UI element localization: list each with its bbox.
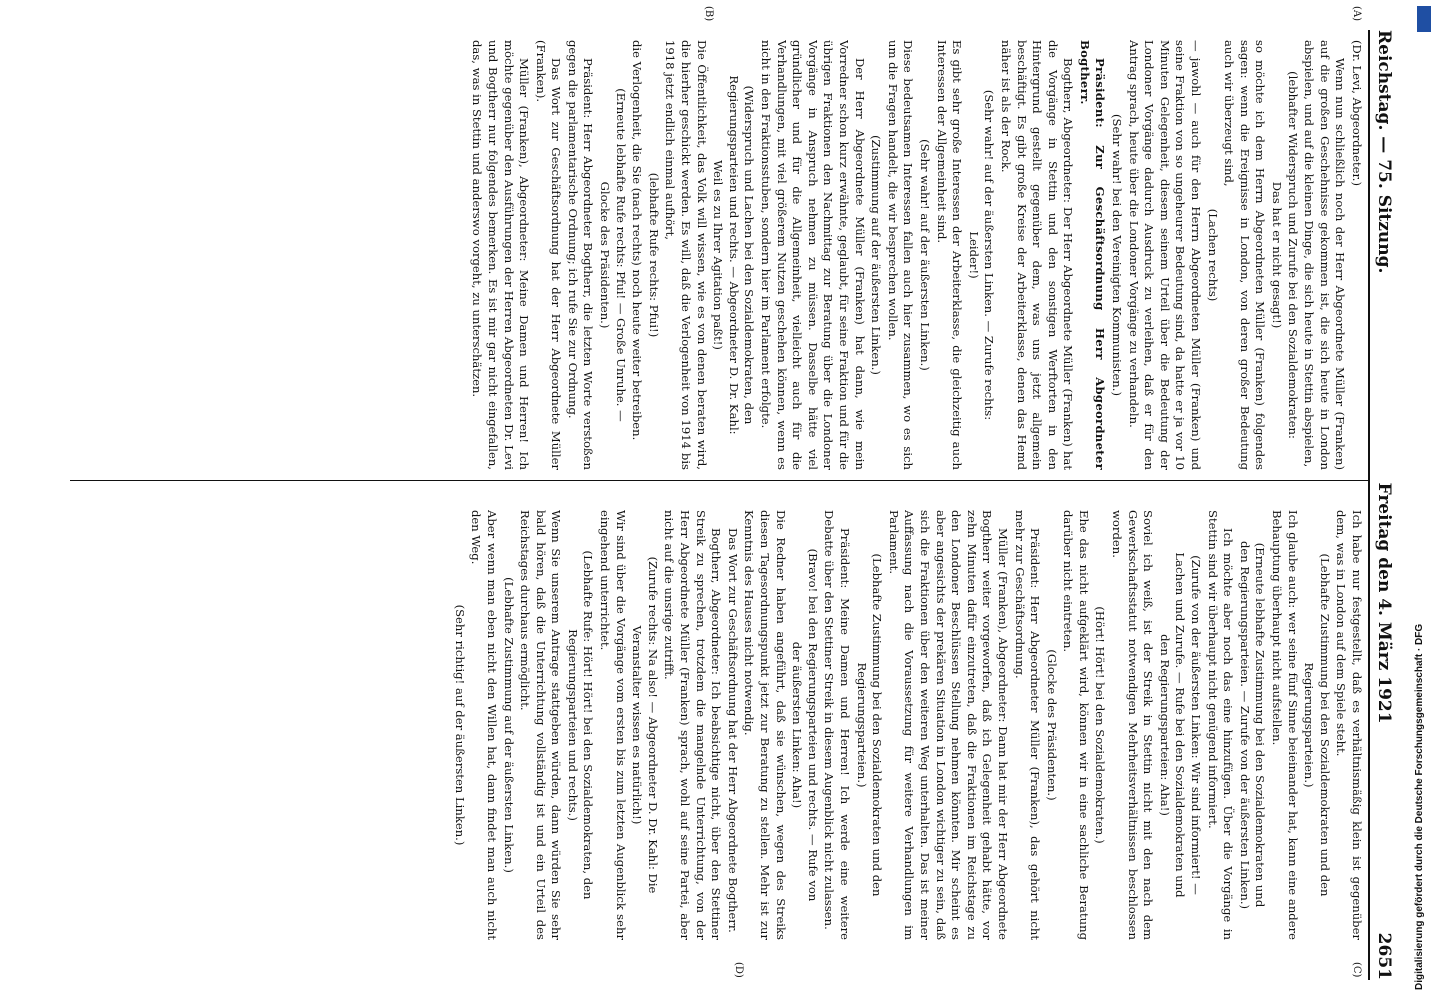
interjection: (lebhafte Rufe rechts: Pfui!) — [646, 172, 661, 338]
margin-mark-a: (A) — [1351, 6, 1362, 22]
speaker-paragraph: Müller (Franken), Abgeordneter: Dann hat mir der Herr Abgeordnete Bogtherr weiter vorgeworfen, daß ich Gelegenheit gehabt hätte, vor zehn Minuten dafür einzutreten, daß die Fraktionen im Reichstage zu den Londoner Beschlüssen Stellung nehmen könnten. Mir scheint es aber angesichts der prekären Situation in London wichtiger zu sein, daß sich die Fraktionen über den weiteren Weg unterhalten. Das ist meiner Auffassung nach die Voraussetzung für weitere Verhandlungen im Parlament. — [886, 510, 1010, 940]
paragraph: Ich glaube auch: wer seine fünf Sinne beieinander hat, kann eine andere Behauptung überhaupt nicht aufstellen. — [1270, 510, 1300, 940]
digitization-note — [1414, 10, 1432, 990]
interjection: (Erneute lebhafte Rufe rechts: Pfui! — Große Unruhe. — Glocke des Präsidenten.) — [598, 88, 628, 422]
interjection: (Zurufe von der äußersten Linken: Wir sind informiert! — Lachen und Zurufe. — Rufe bei den Sozialdemokraten und den Regierungsparteien: Aha!) — [1157, 552, 1204, 898]
paragraph: Aber wenn man eben nicht den Willen hat, dann findet man auch nicht den Weg. — [469, 510, 499, 940]
speaker-paragraph: Präsident: Zur Geschäftsordnung Herr Abgeordneter Bogtherr. — [1077, 40, 1108, 470]
interjection: (Lebhafte Rufe: Hört! Hört! bei den Sozialdemokraten, den Regierungsparteien und rechts.) — [565, 550, 596, 900]
interjection: (Erneute lebhafte Zustimmung bei den Sozialdemokraten und den Regierungsparteien. — Zurufe von der äußersten Linken.) — [1237, 540, 1268, 910]
paragraph: Wenn Sie unserem Antrage stattgeben würden, dann würden Sie sehr bald hören, daß die Unterrichtung vollständig ist und ein Urteil des Reichstages durchaus ermöglicht. — [518, 510, 564, 940]
header-rule — [1368, 30, 1370, 980]
interjection: (Lebhafte Zustimmung bei den Sozialdemokraten und den Regierungsparteien.) — [854, 553, 885, 897]
interjection: (Widerspruch und Lachen bei den Sozialdemokraten, den Regierungsparteien und rechts. — Abgeordneter D. Dr. Kahl: Weil es zu Ihrer Agitation paßt!) — [711, 75, 757, 435]
paragraph: Das Wort zur Geschäftsordnung hat der Herr Abgeordnete Bogtherr. — [725, 528, 740, 933]
interjection: (Sehr wahr! auf der äußersten Linken. — Zurufe rechts: Leider!) — [966, 89, 997, 421]
margin-mark-b: (B) — [703, 6, 714, 22]
left-column — [64, 40, 1364, 470]
paragraph: die Verlogenheit, die Sie (nach rechts) noch heute weiter betreiben. — [630, 40, 645, 441]
paragraph: (Dr. Levi, Abgeordneter.) — [1350, 40, 1364, 186]
paragraph: Es gibt sehr große Interessen der Arbeiterklasse, die gleichzeitig auch Interessen der Allgemeinheit sind. — [934, 40, 965, 470]
column-divider — [70, 480, 1370, 481]
speaker-paragraph: Müller (Franken), Abgeordneter: Meine Damen und Herren! Ich möchte gegenüber den Ausführungen der Herren Abgeordneten Dr. Levi und Bogtherr nur folgendes bemerken. Es ist mir gar nicht eingefallen, das, was in Stettin und anderswo vorgeht, zu unterschätzen. — [470, 40, 532, 470]
interjection: (Zurufe rechts: Na also! — Abgeordneter D. Dr. Kahl: Die Veranstalter wissen es natürlich!) — [630, 556, 660, 894]
header-left: Reichstag. — 75. Sitzung. — [1374, 30, 1394, 274]
speaker-paragraph: Präsident: Meine Damen und Herren! Ich werde eine weitere Debatte über den Stettiner Streik in diesem Augenblick nicht zulassen. — [822, 510, 852, 940]
paragraph: Diese bedeutsamen Interessen fallen auch hier zusammen, wo es sich um die Fragen handelt, die wir besprechen wollen. — [885, 40, 916, 470]
paragraph: Ehe das nicht aufgeklärt wird, können wir in eine sachliche Beratung darüber nicht eintreten. — [1061, 510, 1091, 940]
paragraph: Die Redner haben angeführt, daß sie wünschen, wegen des Streiks diesen Tagesordnungspunkt jetzt zur Beratung zu stellen. Mehr ist zur Kenntnis des Hauses nicht notwendig. — [742, 510, 788, 940]
interjection: (Bravo! bei den Regierungsparteien und rechts. — Rufe von der äußersten Linken: Aha!) — [790, 548, 820, 902]
paragraph: Der Herr Abgeordnete Müller (Franken) hat dann, wie mein Vorredner schon kurz erwähnte, geglaubt, für seine Fraktion und für die übrigen Fraktionen den Nachmittag zur Beratung über die Londoner Vorgänge in Anspruch nehmen zu müssen. Dasselbe hätte viel gründlicher und für die Allgemeinheit, vielleicht auch für die Verhandlungen, mit viel größerem Nutzen geschehen können, wenn es nicht in den Fraktionsstuben, sondern hier im Parlament erfolgte. — [759, 40, 867, 470]
interjection: (Lachen rechts) — [1205, 208, 1220, 302]
interjection: (Glocke des Präsidenten.) — [1044, 649, 1059, 801]
paragraph: so möchte ich dem Herrn Abgeordneten Müller (Franken) folgendes sagen: wenn die Ereignisse in London, von deren großer Bedeutung auch wir überzeugt sind, — [1222, 40, 1268, 470]
interjection: (Lebhafte Zustimmung auf der äußersten Linken.) — [501, 577, 516, 873]
paragraph: Die Öffentlichkeit, das Volk will wissen, wie es von denen beraten wird, die hierher geschickt werden. Es will, daß die Verlogenheit von 1914 bis 1918 jetzt endlich einmal aufhört, — [663, 40, 709, 470]
paragraph: Ich möchte aber noch das eine hinzufügen. Über die Vorgänge in Stettin sind wir überhaupt nicht genügend informiert. — [1205, 510, 1236, 940]
interjection: (Sehr wahr! auf der äußersten Linken.) — [917, 139, 932, 371]
page-number: 2651 — [1374, 932, 1394, 980]
margin-mark-d: (D) — [733, 962, 744, 978]
right-column — [64, 510, 1364, 940]
margin-mark-c: (C) — [1351, 962, 1362, 978]
paragraph: Wir sind über die Vorgänge vom ersten bis zum letzten Augenblick sehr eingehend unterrichtet. — [598, 510, 628, 940]
page-header — [1374, 30, 1396, 980]
interjection: (Lebhafte Zustimmung bei den Sozialdemokraten und den Regierungsparteien.) — [1302, 553, 1332, 897]
interjection: (Sehr richtig! auf der äußersten Linken.) — [452, 604, 467, 846]
paragraph: Das Wort zur Geschäftsordnung hat der Herr Abgeordnete Müller (Franken). — [533, 40, 564, 470]
interjection: (Hört! Hört! bei den Sozialdemokraten.) — [1093, 606, 1108, 844]
paragraph: — jawohl — auch für den Herrn Abgeordneten Müller (Franken) und seine Fraktion von so ungeheurer Bedeutung sind, da hatte er ja vor 10 Minuten Gelegenheit, diesem seinem Urteil über die Bedeutung der Londoner Vorgänge dadurch Ausdruck zu verleihen, daß er für den Antrag sprach, heute über die Londoner Vorgänge zu verhandeln. — [1126, 40, 1204, 470]
digitization-note-text: Digitalisierung gefördert durch die Deutsche Forschungsgemeinschaft · DFG — [1414, 623, 1425, 990]
header-date: Freitag den 4. März 1921 — [1374, 482, 1394, 724]
speaker-paragraph: Präsident: Herr Abgeordneter Bogtherr, die letzten Worte verstoßen gegen die parlamentarische Ordnung; ich rufe Sie zur Ordnung. — [565, 40, 596, 470]
paragraph: Soviel ich weiß, ist der Streik in Stettin nicht mit den nach dem Gewerkschaftsstatut notwendigen Mehrheitsverhältnissen beschlossen worden. — [1110, 510, 1156, 940]
interjection: (Sehr wahr! bei den Vereinigten Kommunisten.) — [1110, 114, 1125, 396]
paragraph: Ich habe nur festgestellt, daß es verhältnismäßig klein ist gegenüber dem, was in London auf dem Spiele steht. — [1334, 510, 1364, 940]
speaker-paragraph: Bogtherr, Abgeordneter: Ich beabsichtige nicht, über den Stettiner Streik zu sprechen, trotzdem die mangelnde Unterrichtung, von der Herr Abgeordnete Müller (Franken) sprach, wohl auf seine Partei, aber nicht auf die unsrige zutrifft. — [662, 510, 724, 940]
interjection: (lebhafter Widerspruch und Zurufe bei den Sozialdemokraten: Das hat er nicht gesagt!) — [1270, 71, 1300, 439]
speaker-paragraph: Bogtherr, Abgeordneter: Der Herr Abgeordnete Müller (Franken) hat die Vorgänge in Stettin und den sonstigen Werftorten in den Hintergrund gestellt gegenüber dem, was uns jetzt allgemein beschäftigt. Es gibt große Kreise der Arbeiterklasse, denen das Hemd näher ist als der Rock. — [998, 40, 1076, 470]
paragraph: Wenn nun schließlich noch der Herr Abgeordnete Müller (Franken) auf die großen Geschehnisse gekommen ist, die sich heute in London abspielen, und auf die kleinen Dinge, die sich heute in Stettin abspielen, — [1302, 40, 1348, 470]
interjection: (Zustimmung auf der äußersten Linken.) — [869, 135, 884, 375]
speaker-paragraph: Präsident: Herr Abgeordneter Müller (Franken), das gehört nicht mehr zur Geschäftsordnung. — [1012, 510, 1043, 940]
